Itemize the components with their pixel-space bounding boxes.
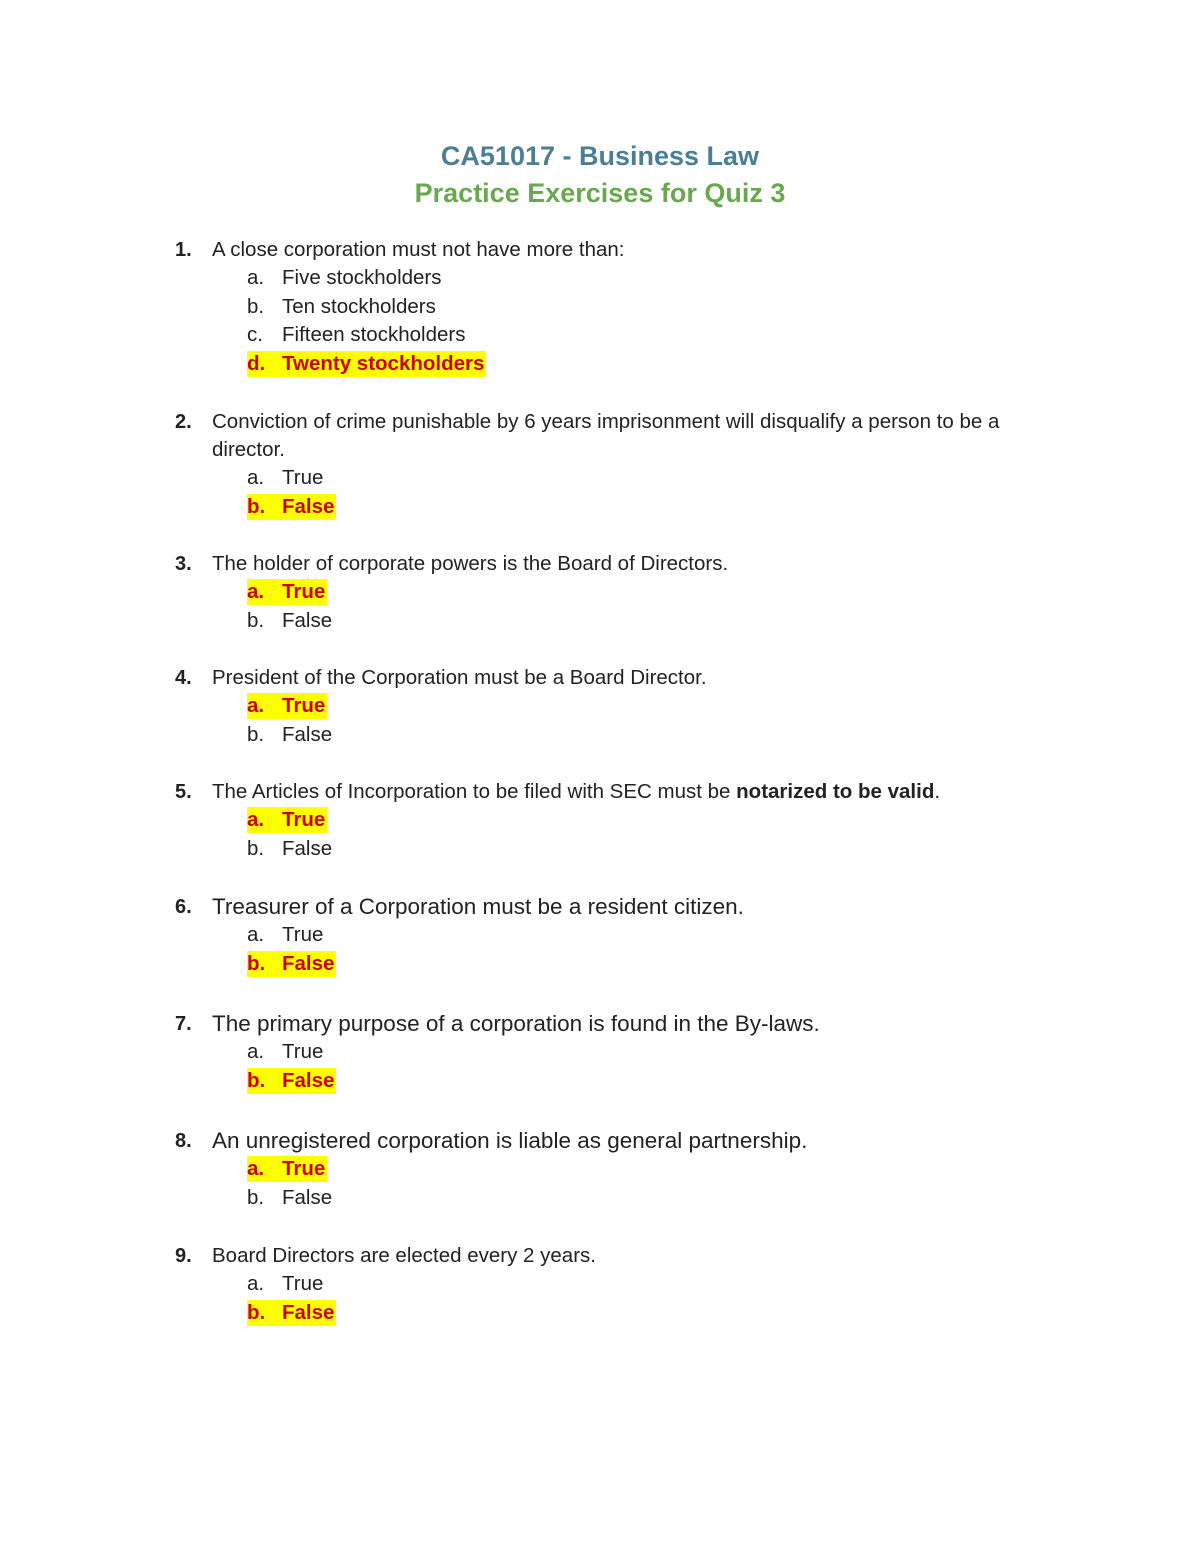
question-1 (175, 236, 1055, 378)
correct-answer-a: a. True (247, 808, 326, 831)
option-list (175, 921, 1055, 978)
question-text: The holder of corporate powers is the Board of Directors. (212, 552, 729, 575)
correct-answer-b: b. False (247, 494, 335, 518)
question-number: 9. (175, 1245, 192, 1267)
question-7 (175, 1010, 1055, 1095)
question-text: Board Directors are elected every 2 years. (212, 1244, 596, 1267)
question-5 (175, 778, 1055, 863)
question-8 (175, 1127, 1055, 1212)
option-a: a. True (247, 1272, 324, 1295)
question-text: The Articles of Incorporation to be filed with SEC must be notarized to be valid. (212, 780, 941, 803)
question-text: Treasurer of a Corporation must be a resident citizen. (212, 894, 744, 919)
option-list (175, 1038, 1055, 1095)
question-text: President of the Corporation must be a Board Director. (212, 666, 707, 689)
option-list (175, 464, 1055, 521)
question-text: A close corporation must not have more than: (212, 238, 625, 261)
correct-answer-d: d. Twenty stockholders (247, 351, 485, 375)
question-text: An unregistered corporation is liable as general partnership. (212, 1128, 808, 1153)
question-number: 1. (175, 239, 192, 261)
option-a: a. Five stockholders (247, 266, 442, 289)
correct-answer-a: a. True (247, 580, 326, 603)
option-list (175, 578, 1055, 635)
correct-answer-b: b. False (247, 1300, 335, 1324)
course-title: CA51017 - Business Law (440, 141, 760, 171)
question-number: 6. (175, 896, 192, 918)
option-a: a. True (247, 1040, 324, 1063)
option-list (175, 264, 1055, 378)
option-b: b. False (247, 836, 333, 860)
option-list (175, 1270, 1055, 1327)
question-6 (175, 893, 1055, 978)
option-list (175, 692, 1055, 749)
option-list (175, 1155, 1055, 1212)
correct-answer-b: b. False (247, 951, 335, 975)
question-number: 5. (175, 781, 192, 803)
question-text: The primary purpose of a corporation is found in the By-laws. (212, 1011, 820, 1036)
option-b: b. False (247, 1185, 333, 1209)
correct-answer-a: a. True (247, 1157, 326, 1180)
question-3 (175, 550, 1055, 635)
question-2 (175, 408, 1055, 521)
question-number: 7. (175, 1013, 192, 1035)
emphasis-text: notarized to be valid (736, 780, 935, 803)
option-c: c. Fifteen stockholders (247, 323, 466, 346)
option-b: b. Ten stockholders (247, 294, 436, 318)
question-number: 2. (175, 411, 192, 433)
question-9 (175, 1242, 1055, 1327)
question-number: 3. (175, 553, 192, 575)
option-b: b. False (247, 722, 333, 746)
question-text: Conviction of crime punishable by 6 years imprisonment will disqualify a person to be a director. (212, 410, 1000, 461)
correct-answer-a: a. True (247, 694, 326, 717)
option-a: a. True (247, 466, 324, 489)
question-4 (175, 664, 1055, 749)
question-number: 8. (175, 1130, 192, 1152)
question-number: 4. (175, 667, 192, 689)
quiz-subtitle: Practice Exercises for Quiz 3 (414, 178, 786, 208)
option-b: b. False (247, 608, 333, 632)
option-a: a. True (247, 923, 324, 946)
correct-answer-b: b. False (247, 1068, 335, 1092)
option-list (175, 806, 1055, 863)
